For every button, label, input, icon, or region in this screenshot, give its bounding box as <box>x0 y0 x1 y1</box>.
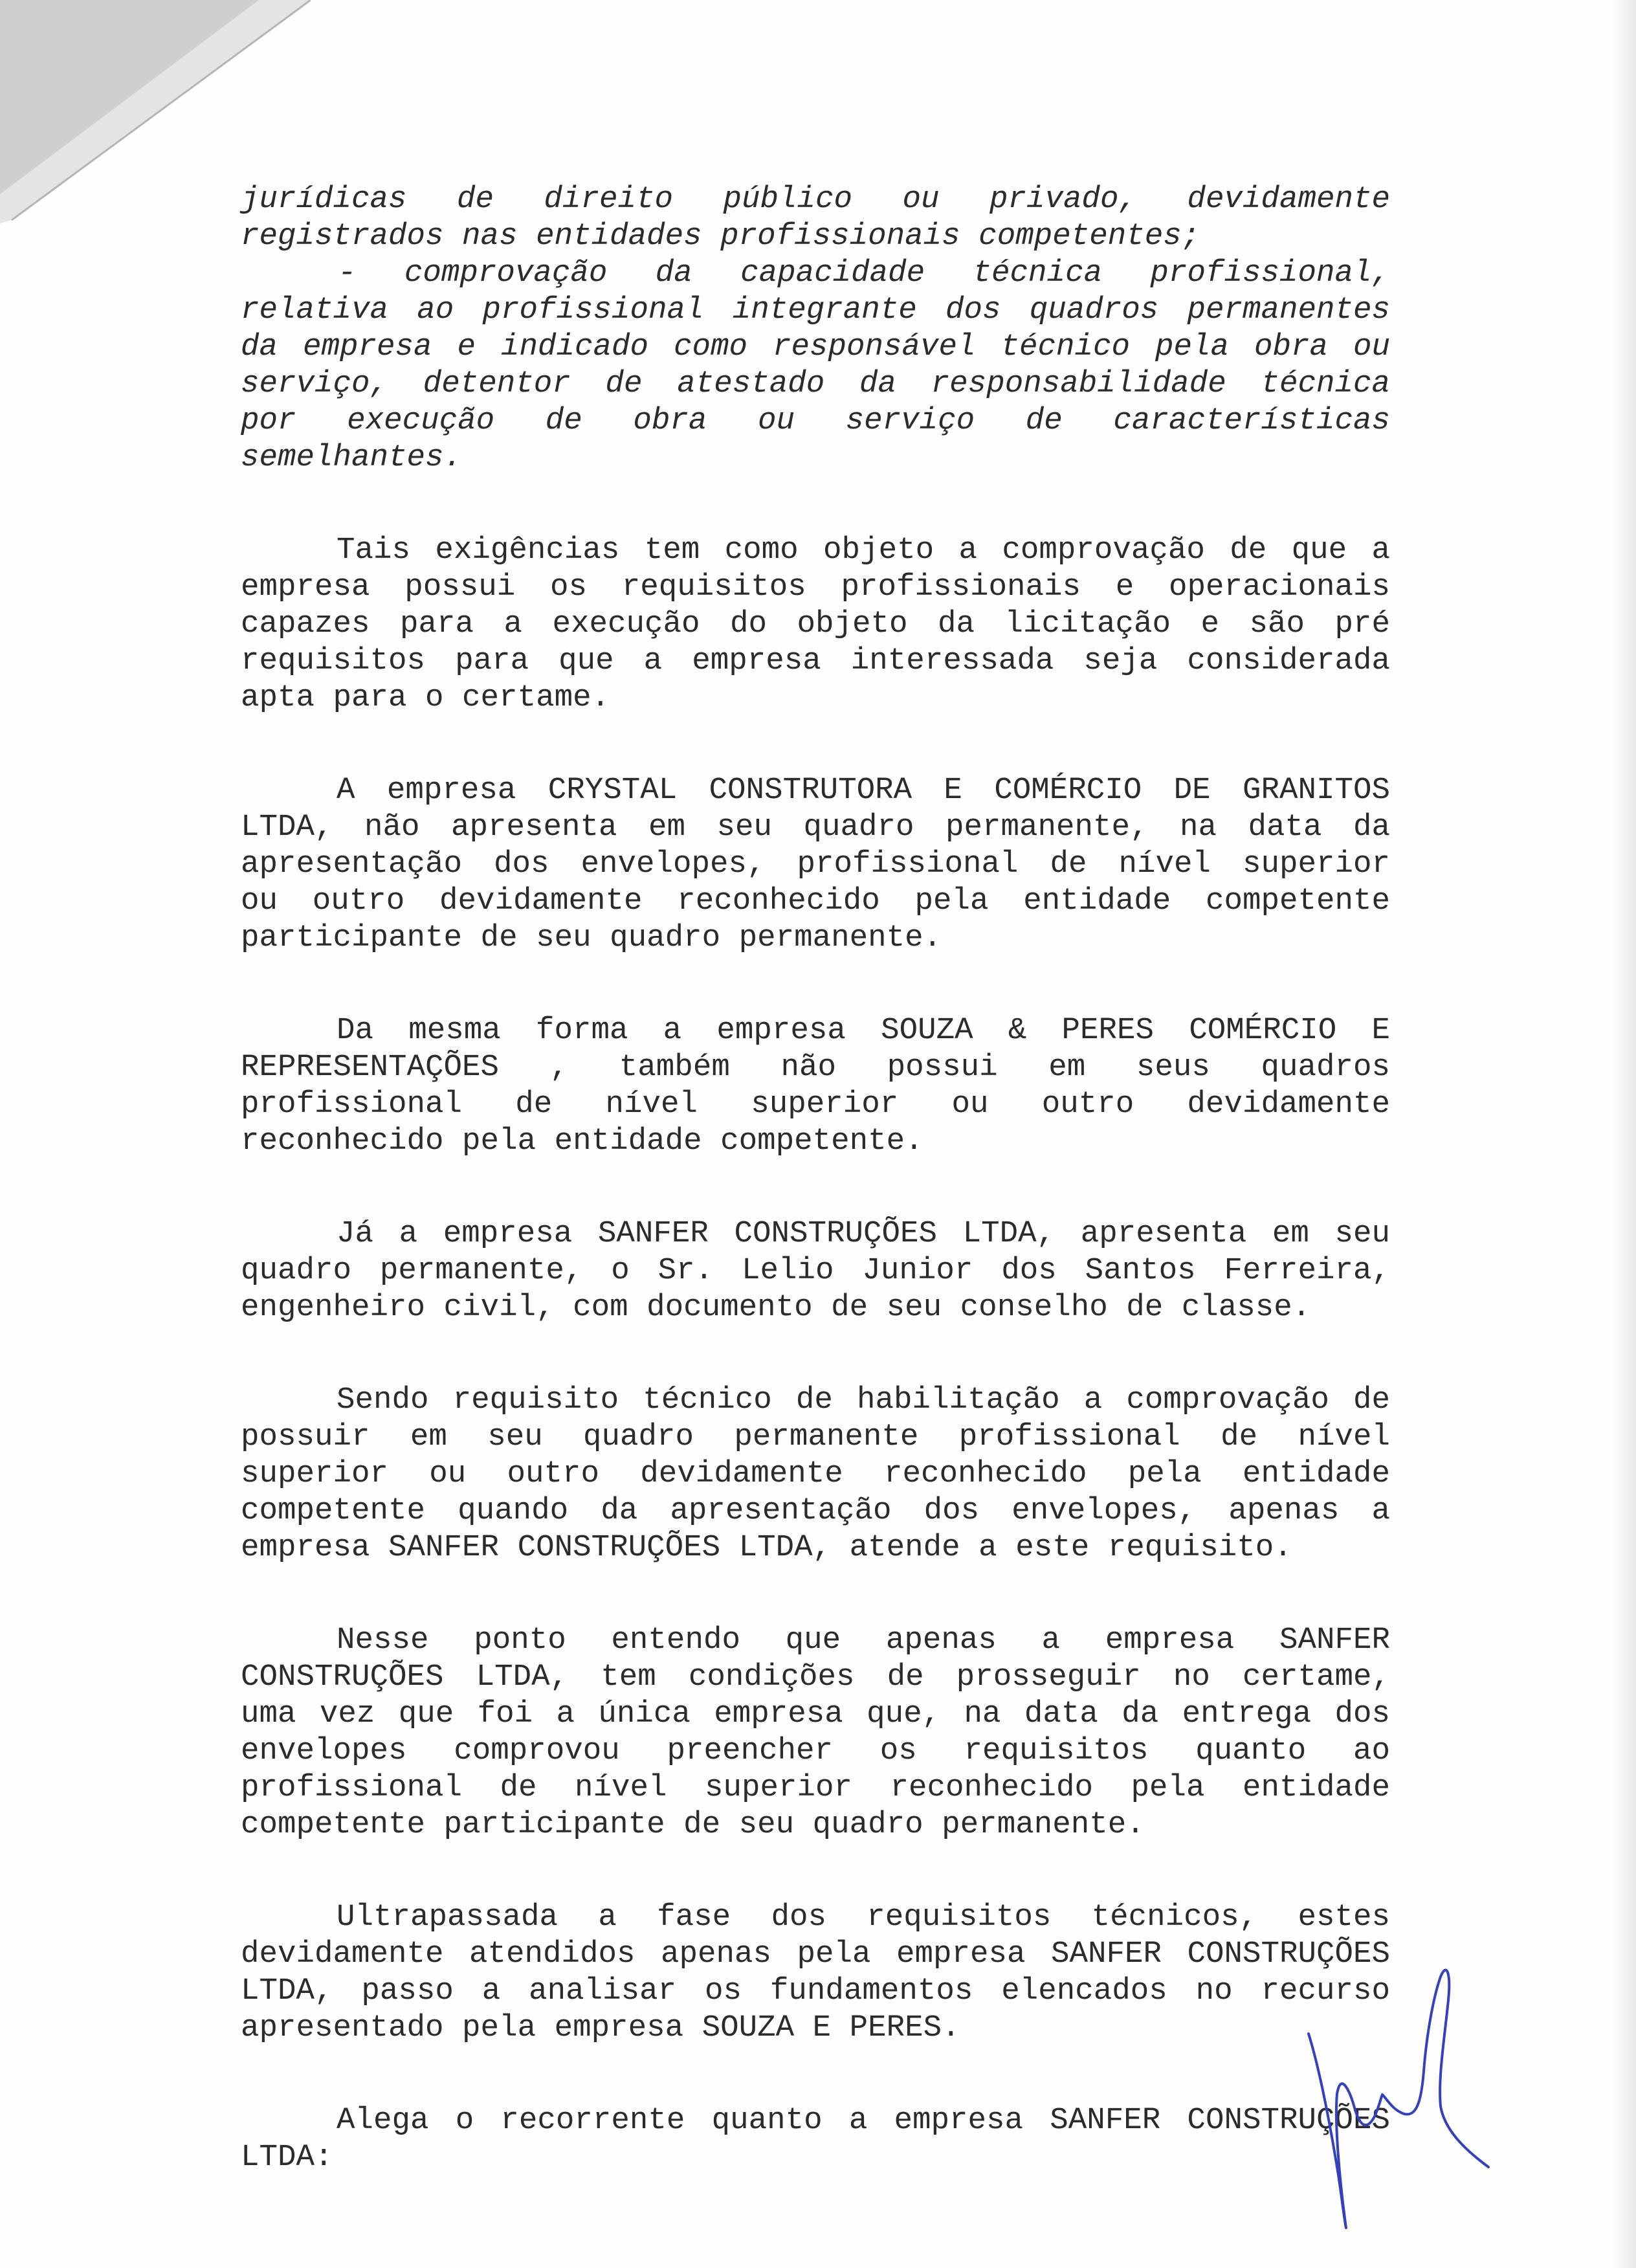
text-line: competente participante de seu quadro permanente. <box>241 1807 1145 1842</box>
text-line: apta para o certame. <box>241 680 610 715</box>
text-line: reconhecido pela entidade competente. <box>241 1124 923 1159</box>
text-line: uma vez que foi a única empresa que, na data da entrega dos <box>241 1696 1390 1731</box>
paragraph <box>241 1899 1390 2047</box>
text-line: LTDA, não apresenta em seu quadro permanente, na data da <box>241 810 1390 845</box>
text-line: Sendo requisito técnico de habilitação a comprovação de <box>337 1383 1390 1418</box>
text-line: apresentado pela empresa SOUZA E PERES. <box>241 2010 960 2045</box>
text-line: jurídicas de direito público ou privado, devidamente <box>241 182 1390 217</box>
text-line: - comprovação da capacidade técnica profissional, <box>338 256 1390 291</box>
text-line: empresa SANFER CONSTRUÇÕES LTDA, atende a este requisito. <box>241 1530 1292 1565</box>
handwritten-signature <box>1294 1961 1501 2233</box>
text-line: empresa possui os requisitos profissionais e operacionais <box>241 570 1390 605</box>
text-line: devidamente atendidos apenas pela empresa SANFER CONSTRUÇÕES <box>241 1937 1390 1972</box>
text-line: competente quando da apresentação dos envelopes, apenas a <box>241 1493 1390 1528</box>
text-line: LTDA, passo a analisar os fundamentos elencados no recurso <box>241 1973 1390 2008</box>
paragraph <box>241 532 1390 717</box>
paragraph <box>241 772 1390 957</box>
text-line: Alega o recorrente quanto a empresa SANFER CONSTRUÇÕES <box>337 2103 1390 2138</box>
text-line: engenheiro civil, com documento de seu conselho de classe. <box>241 1290 1311 1325</box>
text-line: superior ou outro devidamente reconhecido pela entidade <box>241 1456 1390 1491</box>
paragraph-continuation <box>241 181 1390 476</box>
paragraph <box>241 1216 1390 1326</box>
paragraph <box>241 2102 1390 2176</box>
text-line: Ultrapassada a fase dos requisitos técnicos, estes <box>337 1900 1390 1935</box>
text-line: apresentação dos envelopes, profissional de nível superior <box>241 847 1390 882</box>
paragraph <box>241 1012 1390 1160</box>
page-right-edge-shadow <box>1610 0 1636 2268</box>
text-line: serviço, detentor de atestado da responsabilidade técnica <box>241 366 1390 401</box>
text-line: profissional de nível superior ou outro devidamente <box>241 1087 1390 1122</box>
paragraph <box>241 1622 1390 1843</box>
text-line: Tais exigências tem como objeto a comprovação de que a <box>337 533 1390 568</box>
text-line: LTDA: <box>241 2140 333 2175</box>
text-line: requisitos para que a empresa interessada seja considerada <box>241 643 1390 678</box>
text-line: ou outro devidamente reconhecido pela entidade competente <box>241 884 1390 918</box>
text-line: Da mesma forma a empresa SOUZA & PERES COMÉRCIO E <box>337 1013 1390 1048</box>
text-line: semelhantes. <box>241 440 463 475</box>
text-line: capazes para a execução do objeto da licitação e são pré <box>241 606 1390 641</box>
text-line: por execução de obra ou serviço de características <box>241 403 1390 438</box>
text-line: participante de seu quadro permanente. <box>241 920 942 955</box>
text-line: A empresa CRYSTAL CONSTRUTORA E COMÉRCIO DE GRANITOS <box>337 773 1390 808</box>
paragraph <box>241 1382 1390 1566</box>
text-line: Já a empresa SANFER CONSTRUÇÕES LTDA, apresenta em seu <box>337 1216 1390 1251</box>
text-line: Nesse ponto entendo que apenas a empresa SANFER <box>337 1623 1390 1658</box>
text-line: REPRESENTAÇÕES , também não possui em seus quadros <box>241 1050 1390 1085</box>
text-line: profissional de nível superior reconhecido pela entidade <box>241 1770 1390 1805</box>
text-line: envelopes comprovou preencher os requisitos quanto ao <box>241 1733 1390 1768</box>
text-line: relativa ao profissional integrante dos quadros permanentes <box>241 293 1390 328</box>
text-line: da empresa e indicado como responsável técnico pela obra ou <box>241 329 1390 364</box>
text-line: possuir em seu quadro permanente profissional de nível <box>241 1419 1390 1454</box>
text-line: CONSTRUÇÕES LTDA, tem condições de prosseguir no certame, <box>241 1660 1390 1695</box>
document-body <box>241 181 1390 2176</box>
text-line: quadro permanente, o Sr. Lelio Junior dos Santos Ferreira, <box>241 1253 1390 1288</box>
text-line: registrados nas entidades profissionais competentes; <box>241 219 1200 254</box>
